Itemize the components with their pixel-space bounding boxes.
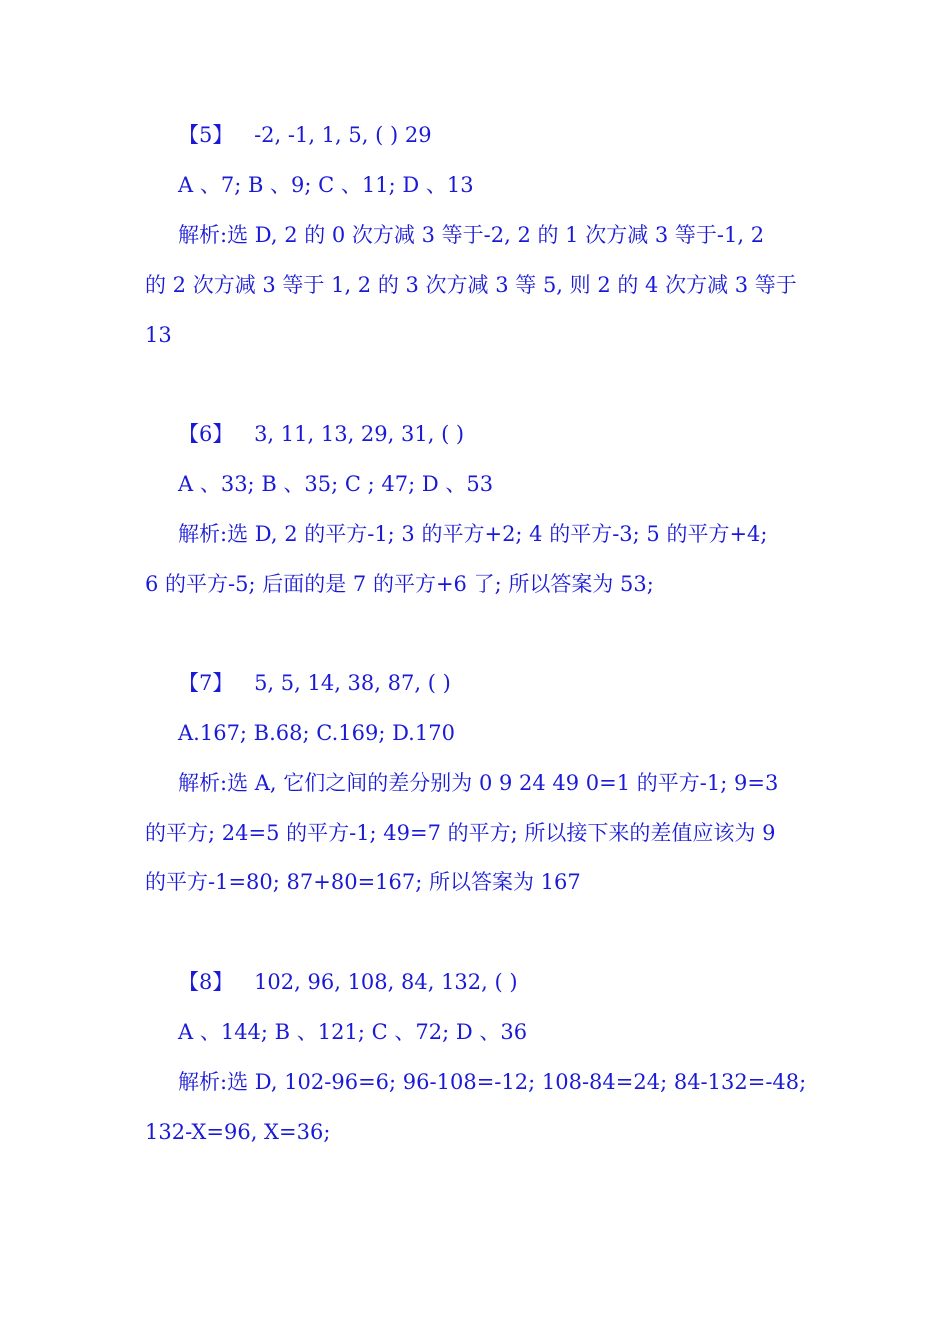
question-7-analysis-line-1: 解析:选 A, 它们之间的差分别为 0 9 24 49 0=1 的平方-1; 9=3 (178, 771, 779, 795)
question-6-sequence: 3, 11, 13, 29, 31, ( ) (254, 422, 465, 446)
question-5-analysis-line-3: 13 (145, 323, 172, 347)
question-8-sequence: 102, 96, 108, 84, 132, ( ) (254, 970, 518, 994)
question-6-options: A 、33; B 、35; C ; 47; D 、53 (178, 472, 494, 496)
question-5-sequence: -2, -1, 1, 5, ( ) 29 (254, 123, 432, 147)
question-7-sequence: 5, 5, 14, 38, 87, ( ) (254, 671, 451, 695)
question-7-options: A.167; B.68; C.169; D.170 (178, 721, 455, 745)
question-8-analysis-line-1: 解析:选 D, 102-96=6; 96-108=-12; 108-84=24; 84-132=-48; (178, 1070, 807, 1094)
question-7-header (178, 668, 451, 698)
question-6-analysis-line-1: 解析:选 D, 2 的平方-1; 3 的平方+2; 4 的平方-3; 5 的平方+4; (178, 522, 768, 546)
question-7-label: 【7】 (178, 671, 234, 695)
question-7-analysis-line-2: 的平方; 24=5 的平方-1; 49=7 的平方; 所以接下来的差值应该为 9 (145, 821, 776, 845)
question-6-analysis-line-2: 6 的平方-5; 后面的是 7 的平方+6 了; 所以答案为 53; (145, 572, 654, 596)
question-8-options: A 、144; B 、121; C 、72; D 、36 (178, 1020, 528, 1044)
question-5-label: 【5】 (178, 123, 234, 147)
question-5-header (178, 120, 432, 150)
question-8-header (178, 967, 518, 997)
question-5-analysis-line-1: 解析:选 D, 2 的 0 次方减 3 等于-2, 2 的 1 次方减 3 等于-1, 2 (178, 223, 765, 247)
question-8-analysis-line-2: 132-X=96, X=36; (145, 1120, 331, 1144)
question-7-analysis-line-3: 的平方-1=80; 87+80=167; 所以答案为 167 (145, 870, 581, 894)
question-6-header (178, 419, 464, 449)
question-5-options: A 、7; B 、9; C 、11; D 、13 (178, 173, 474, 197)
question-5-analysis-line-2: 的 2 次方减 3 等于 1, 2 的 3 次方减 3 等 5, 则 2 的 4 次方减 3 等于 (145, 273, 797, 297)
question-8-label: 【8】 (178, 970, 234, 994)
question-6-label: 【6】 (178, 422, 234, 446)
